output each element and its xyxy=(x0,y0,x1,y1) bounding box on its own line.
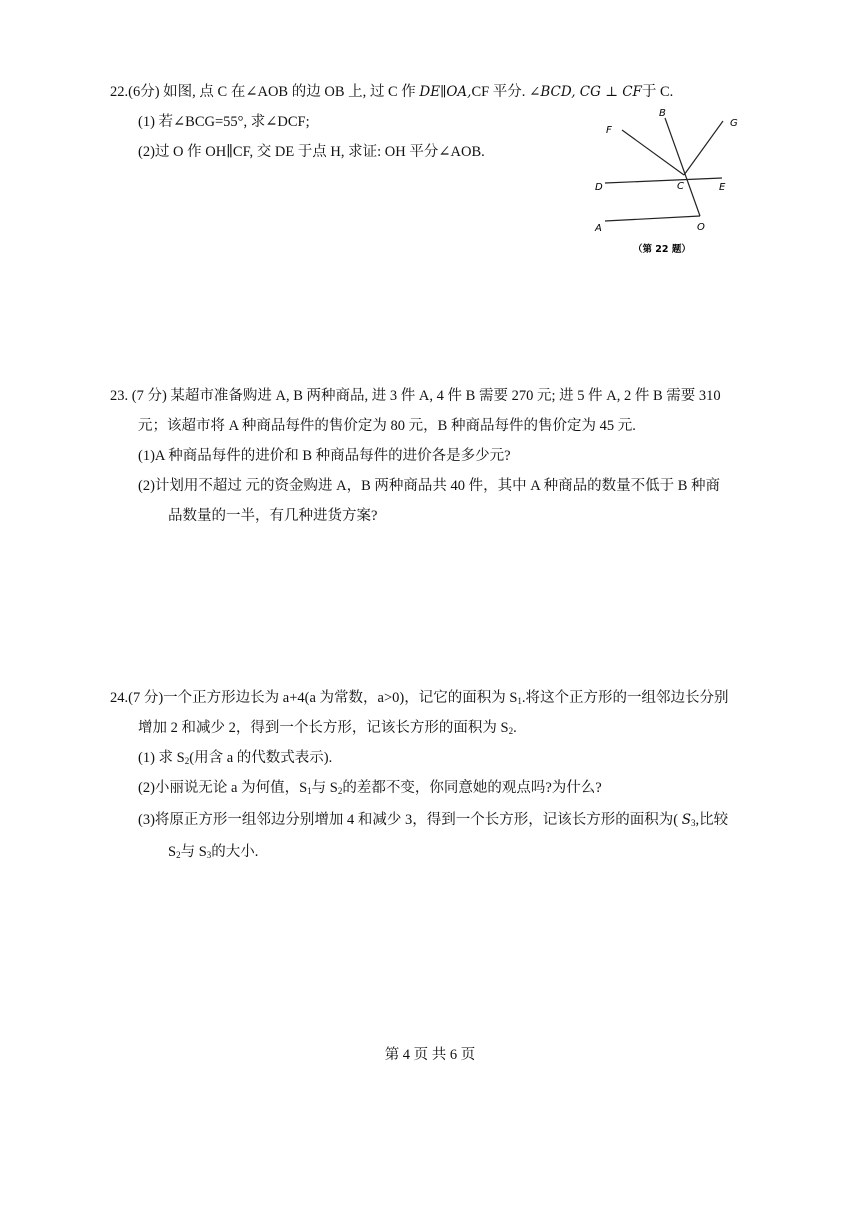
q22-figure-caption: （第 22 题） xyxy=(633,244,691,254)
q24-part3-line2-sub1: 2 xyxy=(176,850,181,860)
q23-line1: 23. (7 分) 某超市准备购进 A, B 两种商品, 进 3 件 A, 4 件 B 需要 270 元; 进 5 件 A, 2 件 B 需要 310 xyxy=(110,388,721,404)
q23-line2: 元；该超市将 A 种商品每件的售价定为 80 元，B 种商品每件的售价定为 45 元. xyxy=(138,418,636,434)
q24-part2-sub1: 1 xyxy=(307,786,312,796)
q24-line1 xyxy=(110,688,729,711)
q22-line1 xyxy=(110,82,673,102)
q24-part2-a: (2)小丽说无论 a 为何值，S xyxy=(138,780,308,796)
label-d: D xyxy=(595,182,603,193)
q24-part1-a: (1) 求 S xyxy=(138,750,185,766)
q24-part2-b: 与 S xyxy=(311,780,338,796)
page-footer: 第 4 页 共 6 页 xyxy=(384,1047,476,1063)
q24-part2 xyxy=(138,778,602,801)
q24-part2-c: 的差都不变，你同意她的观点吗?为什么? xyxy=(342,780,602,796)
q24-line2-sub: 2 xyxy=(508,726,514,736)
q22-line1-prefix: 22.(6分) 如图, 点 C 在∠AOB 的边 OB 上, 过 C 作 xyxy=(110,84,420,100)
q24-line2-b: . xyxy=(513,720,517,736)
q24-part3-line2-c: 的大小. xyxy=(211,844,259,860)
q22-part1: (1) 若∠BCG=55°, 求∠DCF; xyxy=(138,114,310,130)
q23-part2-line2: 品数量的一半，有几种进货方案? xyxy=(168,508,378,524)
q23-part2-line1: (2)计划用不超过 元的资金购进 A，B 两种商品共 40 件，其中 A 种商品的数量不低于 B 种商 xyxy=(138,478,721,494)
q24-part3-a: (3)将原正方形一组邻边分别增加 4 和减少 3，得到一个长方形，记该长方形的面积为( xyxy=(138,812,682,828)
q24-part1-b: (用含 a 的代数式表示). xyxy=(189,750,333,766)
q22-line1-mid: CF 平分. xyxy=(471,84,530,100)
q24-line2-a: 增加 2 和减少 2，得到一个长方形，记该长方形的面积为 S xyxy=(138,720,509,736)
label-g: G xyxy=(730,118,738,129)
ray-cg xyxy=(684,121,723,175)
q23-part1: (1)A 种商品每件的进价和 B 种商品每件的进价各是多少元? xyxy=(138,448,511,464)
q24-part3-line2-sub2: 3 xyxy=(206,850,212,860)
label-e: E xyxy=(719,182,726,193)
label-c: C xyxy=(677,181,684,192)
q24-part3-line2-a: S xyxy=(168,844,177,860)
q22-line1-math1: DE∥OA, xyxy=(419,84,472,100)
label-f: F xyxy=(606,125,612,136)
q24-part3-line2-b: 与 S xyxy=(180,844,207,860)
q24-part3 xyxy=(138,810,728,833)
q24-line2 xyxy=(138,718,517,741)
q24-part2-sub2: 2 xyxy=(337,786,343,796)
q24-part3-b: ,比较 xyxy=(695,812,729,828)
q22-line1-math2: ∠BCD, CG ⊥ CF xyxy=(529,84,642,100)
q22-figure xyxy=(585,104,755,254)
q22-part2: (2)过 O 作 OH∥CF, 交 DE 于点 H, 求证: OH 平分∠AOB. xyxy=(138,144,485,160)
q24-part1-sub: 2 xyxy=(184,756,190,766)
line-de xyxy=(605,178,722,183)
label-a: A xyxy=(595,223,602,234)
q24-line1-sub: 1 xyxy=(517,696,522,706)
line-ao xyxy=(605,216,700,221)
label-b: B xyxy=(659,108,666,119)
q24-line1-a: 24.(7 分)一个正方形边长为 a+4(a 为常数，a>0)，记它的面积为 S xyxy=(110,690,518,706)
ray-cf xyxy=(622,130,684,175)
q22-geometry-diagram xyxy=(585,104,755,254)
q24-line1-b: .将这个正方形的一组邻边长分别 xyxy=(521,690,729,706)
q22-line1-suffix: 于 C. xyxy=(641,84,674,100)
label-o: O xyxy=(697,222,705,233)
q24-part1 xyxy=(138,748,332,771)
line-ob xyxy=(665,118,700,216)
q24-part3-math: S xyxy=(681,812,691,828)
q24-part3-line2 xyxy=(168,842,258,865)
q24-part3-sub: 3 xyxy=(690,818,696,828)
